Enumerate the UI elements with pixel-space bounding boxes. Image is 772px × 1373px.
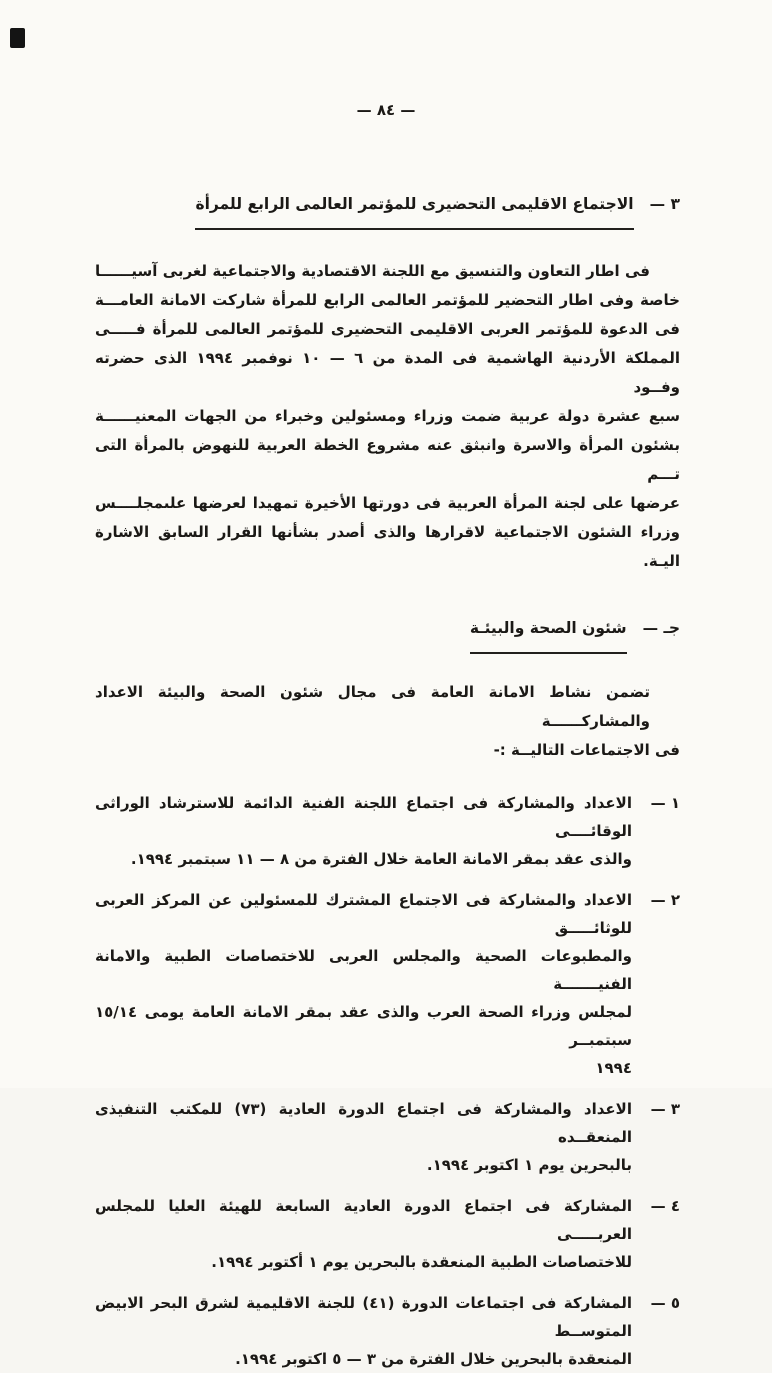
item-number: ٣ — (650, 1100, 680, 1118)
list-item (95, 1289, 680, 1373)
section-women-number: ٣ — (649, 195, 680, 213)
list-item (95, 1192, 680, 1276)
item-number: ٢ — (650, 891, 680, 909)
item-text: الاعداد والمشاركة فى اجتماع اللجنة الفنية الدائمة للاسترشاد الوراثى الوقائــــى والذى عقد بمقر الامانة العامة خلال الفترة من ٨ — ١١ سبتمبر ١٩٩٤. (95, 794, 632, 868)
page-number: — ٨٤ — (356, 101, 416, 119)
scan-artifact-mark (10, 28, 25, 48)
item-number: ٥ — (650, 1294, 680, 1312)
section-women-title: الاجتماع الاقليمى التحضيرى للمؤتمر العالمى الرابع للمرأة (195, 190, 633, 230)
list-item (95, 789, 680, 873)
list-item (95, 1095, 680, 1179)
item-text: الاعداد والمشاركة فى الاجتماع المشترك للمسئولين عن المركز العربى للوثائـــــق والمطبوعات الصحية والمجلس العربى للاختصاصات الطبية والامانة الفنيـــــــة لمجلس وزراء الصحة العرب والذى عقد بمقر الامانة العامة يومى ١٥/١٤ سبتمبــر ١٩٩٤ (95, 891, 632, 1077)
item-number: ١ — (650, 794, 680, 812)
section-health-intro: تضمن نشاط الامانة العامة فى مجال شئون الصحة والبيئة الاعداد والمشاركــــــة فى الاجتماعات التاليــة :- (95, 683, 680, 759)
section-women-paragraph: فى اطار التعاون والتنسيق مع اللجنة الاقتصادية والاجتماعية لغربى آسيــــــا خاصة وفى اطار التحضير للمؤتمر العالمى الرابع للمرأة شاركت الامانة العامـــة فى الدعوة للمؤتمر العربى الاقليمى التحضيرى للمؤتمر العالمى للمرأة فـــــى المملكة الأردنية الهاشمية فى المدة من ٦ — ١٠ نوفمبر ١٩٩٤ الذى حضرته وفــود سبع عشرة دولة عربية ضمت وزراء ومسئولين وخبراء من الجهات المعنيــــــة بشئون المرأة والاسرة وانبثق عنه مشروع الخطة العربية للنهوض بالمرأة التى تـــم عرضها على لجنة المرأة العربية فى دورتها الأخيرة تمهيدا لعرضها علىمجلــــس وزراء الشئون الاجتماعية لاقرارها والذى أصدر بشأنها القرار السابق الاشارة اليـة. (95, 262, 680, 570)
section-health-environment (95, 614, 680, 1373)
item-number: ٤ — (650, 1197, 680, 1215)
item-text: المشاركة فى اجتماعات الدورة (٤١) للجنة الاقليمية لشرق البحر الابيض المتوســط المنعقدة بالبحرين خلال الفترة من ٣ — ٥ اكتوبر ١٩٩٤. (95, 1294, 632, 1368)
section-health-heading (95, 614, 680, 654)
section-health-title: شئون الصحة والبيئـة (470, 614, 627, 654)
item-text: الاعداد والمشاركة فى اجتماع الدورة العادية (٧٣) للمكتب التنفيذى المنعقــده بالبحرين يوم ١ اكتوبر ١٩٩٤. (95, 1100, 632, 1174)
section-health-letter: جـ — (642, 619, 680, 637)
item-text: المشاركة فى اجتماع الدورة العادية السابعة للهيئة العليا للمجلس العربـــــى للاختصاصات الطبية المنعقدة بالبحرين يوم ١ أكتوبر ١٩٩٤. (95, 1197, 632, 1271)
section-women-heading (95, 190, 680, 230)
list-item (95, 886, 680, 1082)
meetings-list (95, 789, 680, 1373)
section-women-conference (95, 190, 680, 576)
